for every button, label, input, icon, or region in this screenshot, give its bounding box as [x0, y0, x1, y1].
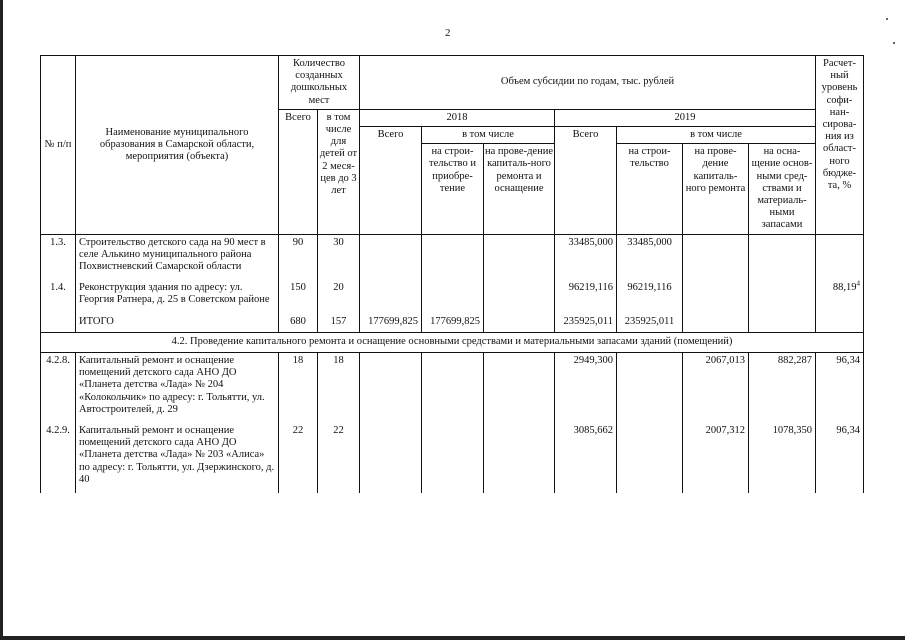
row-2018-repair [484, 314, 555, 333]
row-2019-repair: 2067,013 [683, 353, 749, 424]
row-level: 96,34 [816, 353, 864, 424]
row-num: 1.4. [41, 280, 76, 313]
total-row [41, 314, 864, 333]
header-2019-total: Всего [555, 127, 617, 235]
row-2018-repair [484, 353, 555, 424]
header-2019-incl: в том числе [617, 127, 816, 144]
row-2019-total: 33485,000 [555, 234, 617, 280]
row-2019-total: 2949,300 [555, 353, 617, 424]
row-name: Реконструкция здания по адресу: ул. Георгия Ратнера, д. 25 в Советском районе [76, 280, 279, 313]
header-num: № п/п [41, 56, 76, 235]
row-under3: 157 [318, 314, 360, 333]
header-name: Наименование муниципального образования в Самарской области, мероприятия (объекта) [76, 56, 279, 235]
scan-bottom-border [0, 636, 905, 640]
row-num: 1.3. [41, 234, 76, 280]
row-under3: 30 [318, 234, 360, 280]
row-2018-total [360, 234, 422, 280]
row-2018-total [360, 423, 422, 493]
row-places: 22 [279, 423, 318, 493]
row-num [41, 314, 76, 333]
row-2019-repair: 2007,312 [683, 423, 749, 493]
section-title: 4.2. Проведение капитального ремонта и оснащение основными средствами и материальными запасами зданий (помещений) [41, 332, 864, 352]
row-under3: 20 [318, 280, 360, 313]
row-under3: 22 [318, 423, 360, 493]
row-2019-repair [683, 280, 749, 313]
scan-dust-dot [893, 42, 895, 44]
section-row [41, 332, 864, 352]
header-subsidy: Объем субсидии по годам, тыс. рублей [360, 56, 816, 110]
table-row [41, 423, 864, 493]
header-2018-build: на строи-тельство и приобре-тение [422, 144, 484, 234]
row-2019-total: 96219,116 [555, 280, 617, 313]
row-under3: 18 [318, 353, 360, 424]
row-2019-total: 235925,011 [555, 314, 617, 333]
row-2018-build [422, 234, 484, 280]
row-2019-build: 96219,116 [617, 280, 683, 313]
header-places: Количество созданных дошкольных мест [279, 56, 360, 110]
header-year-2019: 2019 [555, 109, 816, 126]
table-body [41, 234, 864, 493]
table-header [41, 56, 864, 235]
page-number: 2 [445, 27, 451, 39]
row-2019-build: 33485,000 [617, 234, 683, 280]
row-name: Строительство детского сада на 90 мест в селе Алькино муниципального района Похвистневский Самарской области [76, 234, 279, 280]
header-2018-incl: в том числе [422, 127, 555, 144]
header-2018-total: Всего [360, 127, 422, 235]
scan-dust-dot [886, 18, 888, 20]
header-year-2018: 2018 [360, 109, 555, 126]
row-2018-total [360, 353, 422, 424]
row-places: 90 [279, 234, 318, 280]
header-places-under3: в том числе для детей от 2 меся-цев до 3 лет [318, 109, 360, 234]
row-2019-equip: 882,287 [749, 353, 816, 424]
row-2019-repair [683, 234, 749, 280]
row-2018-total [360, 280, 422, 313]
row-name: ИТОГО [76, 314, 279, 333]
row-2019-repair [683, 314, 749, 333]
header-2019-build: на строи-тельство [617, 144, 683, 234]
row-places: 150 [279, 280, 318, 313]
row-name: Капитальный ремонт и оснащение помещений детского сада АНО ДО «Планета детства «Лада» № 204 «Колокольчик» по адресу: г. Тольятти, ул. Автостроителей, д. 29 [76, 353, 279, 424]
row-2019-build [617, 423, 683, 493]
header-level: Расчет-ный уровень софи-нан-сирова-ния из област-ного бюдже-та, % [816, 56, 864, 235]
row-2018-build [422, 280, 484, 313]
row-2019-equip [749, 314, 816, 333]
scan-left-border [0, 0, 3, 640]
header-2019-repair: на прове-дение капиталь-ного ремонта [683, 144, 749, 234]
row-2019-equip [749, 280, 816, 313]
row-level [816, 234, 864, 280]
row-2019-build: 235925,011 [617, 314, 683, 333]
row-2018-repair [484, 234, 555, 280]
row-places: 18 [279, 353, 318, 424]
row-2019-equip: 1078,350 [749, 423, 816, 493]
row-2019-equip [749, 234, 816, 280]
row-num: 4.2.8. [41, 353, 76, 424]
subsidy-table [40, 55, 864, 493]
row-places: 680 [279, 314, 318, 333]
row-2018-build: 177699,825 [422, 314, 484, 333]
row-level [816, 314, 864, 333]
row-2018-build [422, 353, 484, 424]
row-level: 96,34 [816, 423, 864, 493]
footnote-marker: 4 [856, 279, 860, 288]
table-row [41, 234, 864, 280]
header-2018-repair: на прове-дение капиталь-ного ремонта и оснащение [484, 144, 555, 234]
row-2018-build [422, 423, 484, 493]
row-2018-repair [484, 423, 555, 493]
header-2019-equip: на осна-щение основ-ными сред-ствами и материаль-ными запасами [749, 144, 816, 234]
row-level: 88,19$^4$ [816, 280, 864, 313]
row-2019-build [617, 353, 683, 424]
table-row [41, 280, 864, 313]
header-places-total: Всего [279, 109, 318, 234]
table-row [41, 353, 864, 424]
row-num: 4.2.9. [41, 423, 76, 493]
row-name: Капитальный ремонт и оснащение помещений детского сада АНО ДО «Планета детства «Лада» № 203 «Алиса» по адресу: г. Тольятти, ул. Дзержинского, д. 40 [76, 423, 279, 493]
row-2018-total: 177699,825 [360, 314, 422, 333]
row-2019-total: 3085,662 [555, 423, 617, 493]
row-2018-repair [484, 280, 555, 313]
